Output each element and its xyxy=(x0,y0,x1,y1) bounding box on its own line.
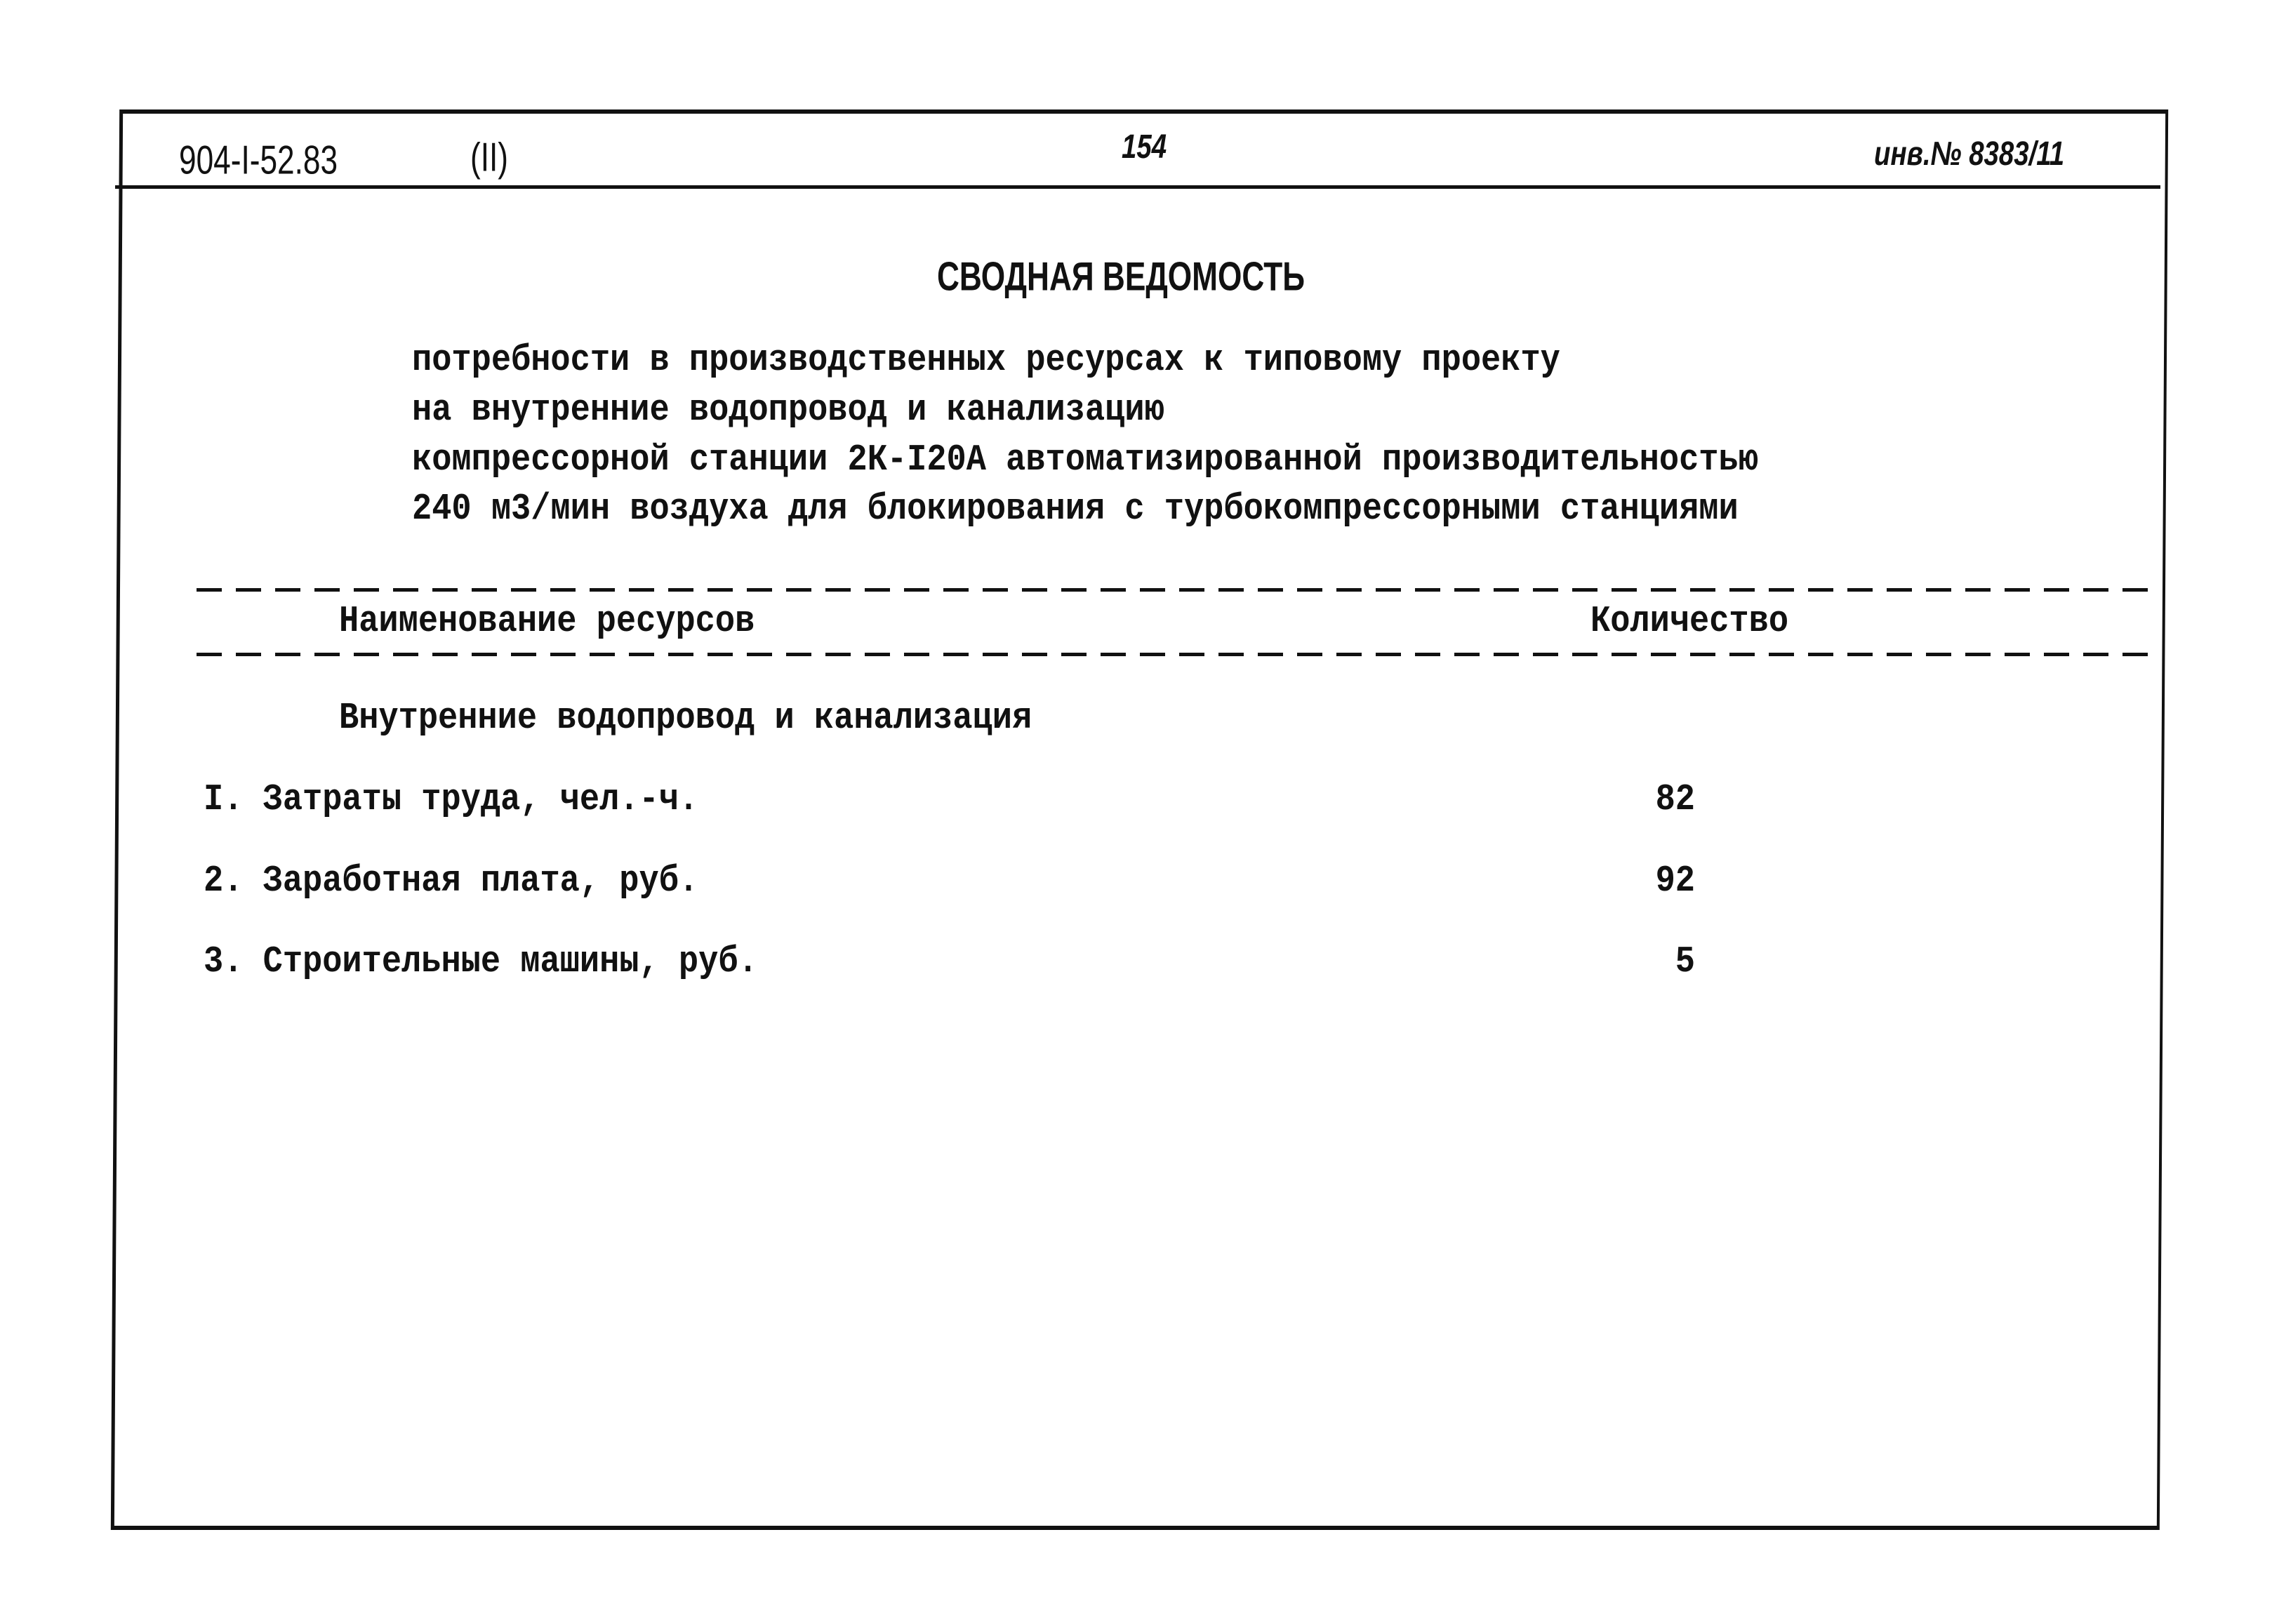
doc-code: 904-I-52.83 xyxy=(179,138,338,183)
column-header-quantity: Количество xyxy=(1590,601,1789,643)
row-value: 5 xyxy=(1675,941,1695,983)
row-label: 2. Заработная плата, руб. xyxy=(204,860,699,903)
row-label: I. Затраты труда, чел.-ч. xyxy=(204,779,699,821)
table-top-rule xyxy=(197,588,2149,592)
page-number: 154 xyxy=(1122,128,1167,166)
subtitle-line: на внутренние водопровод и канализацию xyxy=(412,390,1164,432)
header-divider xyxy=(115,185,2160,189)
row-value: 82 xyxy=(1655,779,1695,821)
row-value: 92 xyxy=(1655,860,1695,903)
doc-part: (II) xyxy=(470,135,509,180)
subtitle-line: компрессорной станции 2К-I20А автоматизированной производительностью xyxy=(412,439,1758,481)
column-header-name: Наименование ресурсов xyxy=(339,601,755,643)
subtitle-line: 240 м3/мин воздуха для блокирования с турбокомпрессорными станциями xyxy=(412,488,1739,531)
document-title: СВОДНАЯ ВЕДОМОСТЬ xyxy=(937,254,1305,300)
subtitle-line: потребности в производственных ресурсах к типовому проекту xyxy=(412,340,1560,382)
section-title: Внутренние водопровод и канализация xyxy=(339,698,1032,740)
row-label: 3. Строительные машины, руб. xyxy=(204,941,758,983)
table-header-rule xyxy=(197,653,2149,656)
inventory-number: инв.№ 8383/11 xyxy=(1874,135,2065,173)
